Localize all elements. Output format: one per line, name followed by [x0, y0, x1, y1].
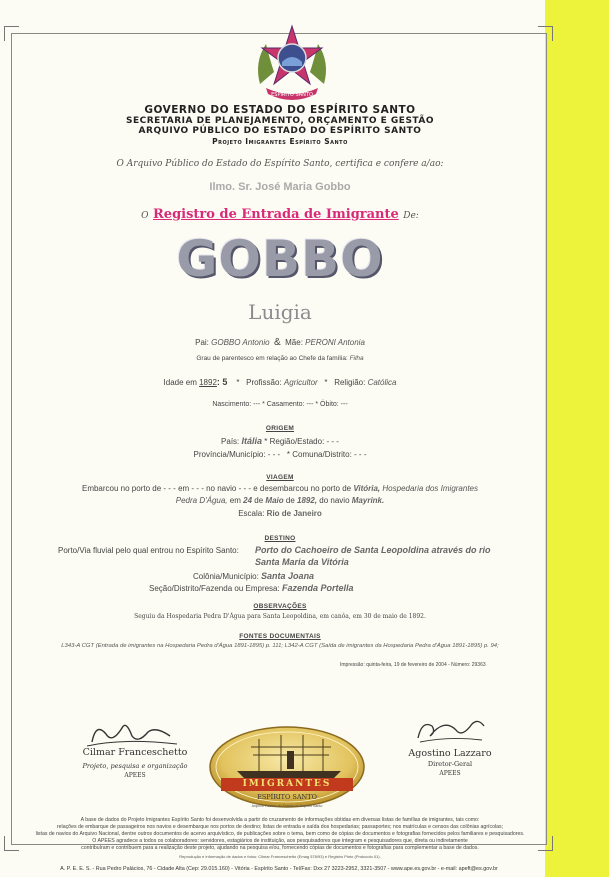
title-registro: Registro de Entrada de Imigrante — [153, 207, 399, 222]
viagem-line-1 — [22, 484, 538, 493]
viagem-text: de — [254, 496, 264, 505]
yellow-edge-strip — [541, 0, 609, 877]
footer-paragraph-4: O APEES agradece a todos os colaboradores: servidores, estagiários de instituição, aos pesquisadores que integram e pesquisadores que, direta ou indiretamente — [92, 838, 468, 844]
origem-province-line — [60, 450, 500, 459]
fontes-text: L343-A CGT (Entrada de imigrantes na Hospedaria Pedra d'Água 1891-1895) p. 111; L342-A CGT (Saída de imigrantes da Hospedaria Pedra d'Água 1891-1895) p. 94; — [61, 643, 499, 649]
signer-right-name: Agostino Lazzaro — [408, 748, 492, 759]
comune-value: - - - — [354, 450, 367, 459]
pedra-value: Pedra D'Água, — [175, 496, 228, 505]
seal-banner-text: ESPÍRITO SANTO — [271, 92, 313, 98]
title-suffix: De: — [403, 211, 419, 221]
mother-label: Mãe: — [285, 338, 303, 347]
signer-right-org: APEES — [439, 770, 461, 777]
viagem-text: e desembarcou no porto de — [253, 484, 352, 493]
colony-line — [193, 571, 314, 581]
religion-value: Católica — [367, 378, 397, 387]
section-value: Fazenda Portella — [281, 583, 354, 593]
header-archive: ARQUIVO PÚBLICO DO ESTADO DO ESPÍRITO SANTO — [138, 126, 422, 136]
viagem-text: no navio — [206, 484, 237, 493]
escala-line — [60, 509, 500, 518]
signer-left-role: Projeto, pesquisa e organização — [82, 762, 188, 770]
immigrant-given-name: Luigia — [248, 300, 312, 324]
viagem-heading: VIAGEM — [266, 474, 294, 481]
arrival-day: 24 — [243, 496, 253, 505]
kinship-label: Grau de parentesco em relação ao Chefe da família: — [196, 355, 348, 362]
footer-paragraph-3: listas de navios do Arquivo Nacional, dentre outros documentos de acervo arquivístico, de publicações sobre o tema, bem como de cópias de documentos e fotografias fornecidos pelos familiares e pesquisadores. — [35, 831, 525, 837]
country-value: Itália — [241, 436, 263, 446]
title-prefix: O — [141, 211, 149, 221]
immigrants-ship-emblem — [207, 725, 367, 811]
emblem-banner: IMIGRANTES — [221, 778, 353, 791]
kinship-line — [60, 355, 500, 362]
comune-label: * Comuna/Distrito: — [286, 450, 352, 459]
viagem-text: do navio — [319, 496, 350, 505]
route-value-line-1: Porto do Cachoeiro de Santa Leopoldina através do rio — [255, 545, 491, 555]
age-year: 1892 — [199, 378, 217, 387]
viagem-text: Embarcou no porto de — [81, 484, 162, 493]
region-value: - - - — [326, 437, 339, 446]
disembark-port-value: Vitória, — [353, 484, 381, 493]
ampersand: & — [274, 337, 281, 348]
emblem-subtitle: ESPÍRITO SANTO — [257, 793, 317, 801]
ship-name: Mayrink. — [351, 496, 385, 505]
observacoes-text: Seguiu da Hospedaria Pedra D'Água para Santa Leopoldina, em canôa, em 30 de maio de 1892. — [134, 613, 426, 620]
corner-ornament — [538, 26, 553, 41]
signature-agostino — [410, 712, 490, 748]
footer-paragraph-5: contribuíram e contribuem para a realização deste projeto, ajudando na pesquisa e/ou, fornecendo cópias de documentos e fotografias para complementar a base de dados. — [81, 845, 479, 851]
parents-line — [60, 337, 500, 348]
origem-country-line — [60, 436, 500, 446]
age-profession-line — [60, 377, 500, 387]
colony-label: Colônia/Município: — [193, 572, 259, 581]
mother-name: PERONI Antonia — [305, 338, 365, 347]
father-name: GOBBO Antonio — [211, 338, 270, 347]
state-coat-of-arms-icon — [252, 22, 332, 106]
certify-text: O Arquivo Público do Estado do Espírito Santo, certifica e confere a/ao: — [116, 159, 444, 169]
section-label: Seção/Distrito/Fazenda ou Empresa: — [149, 584, 280, 593]
footer-paragraph-2: relações de embarque de passageiros nos navios e desembarque nos portos de destino; listas de entrada e saída dos hospedarias; passaportes; nos matrículas e censos das colônias agrícolas; — [56, 824, 504, 830]
signer-right-role: Diretor-Geral — [427, 760, 473, 768]
separator-star: * — [324, 378, 328, 387]
section-line — [149, 583, 354, 593]
route-value-line-2: Santa Maria da Vitória — [255, 557, 349, 567]
separator-star: * — [236, 378, 240, 387]
header-secretariat: SECRETARIA DE PLANEJAMENTO, ORÇAMENTO E GESTÃO — [126, 116, 434, 126]
observacoes-heading: OBSERVAÇÕES — [253, 603, 307, 610]
footer-address: A. P. E. E. S. - Rua Pedro Palácios, 76 - Cidade Alta (Cep: 29.015.160) - Vitória - Espírito Santo - Tel/Fax: Dxx 27 3223-2952, 3321-3507 - www.ape.es.gov.br - e-mail: apeft@es.gov.br — [60, 866, 498, 872]
region-label: * Região/Estado: — [264, 437, 325, 446]
footer-paragraph-1: A base de dados do Projeto Imigrantes Espírito Santo foi desenvolvida a partir do cruzamento de informações obtidas em diversas listas de famílias de imigrantes, tais como: — [80, 817, 480, 823]
province-label: Província/Município: — [193, 450, 266, 459]
viagem-line-2 — [22, 496, 538, 505]
viagem-text: de — [285, 496, 295, 505]
header-project: Projeto Imigrantes Espírito Santo — [212, 137, 348, 146]
hospedaria-value: Hospedaria dos Imigrantes — [382, 484, 478, 493]
religion-label: Religião: — [334, 378, 366, 387]
embark-port-value: - - - — [163, 484, 176, 493]
origem-heading: ORIGEM — [265, 425, 295, 432]
colony-value: Santa Joana — [261, 571, 315, 581]
signer-left-name: Cilmar Franceschetto — [82, 747, 188, 758]
corner-ornament — [538, 836, 553, 851]
corner-ornament — [4, 836, 19, 851]
age-label: Idade em — [163, 378, 197, 387]
escala-label: Escala: — [238, 509, 265, 518]
destino-heading: DESTINO — [264, 535, 296, 542]
escala-value: Rio de Janeiro — [266, 509, 322, 518]
corner-ornament — [4, 26, 19, 41]
viagem-text: em — [178, 484, 190, 493]
father-label: Pai: — [195, 338, 209, 347]
recipient-name: Ilmo. Sr. José Maria Gobbo — [209, 181, 351, 193]
vital-events-line: Nascimento: --- * Casamento: --- * Óbito: --- — [212, 401, 348, 408]
header-government: GOVERNO DO ESTADO DO ESPÍRITO SANTO — [144, 104, 416, 116]
document-title — [60, 205, 500, 223]
embark-ship-value: - - - — [238, 484, 252, 493]
viagem-text: em — [229, 496, 241, 505]
embark-date-value: - - - — [191, 484, 204, 493]
age-value: : 5 — [216, 377, 228, 387]
emblem-caption: Arquivo Público do Estado do Espírito Santo — [251, 804, 323, 808]
profession-label: Profissão: — [246, 378, 282, 387]
kinship-value: Filha — [349, 355, 364, 362]
route-label: Porto/Via fluvial pelo qual entrou no Espírito Santo: — [58, 546, 239, 555]
arrival-year: 1892, — [297, 496, 318, 505]
footer-credit: Reprodução e informação de dados e fotos: Cilmar Franceschetto (Emag 578/93) e Registro Pinto (Protocolo 01). — [179, 854, 381, 859]
country-label: País: — [221, 437, 240, 446]
fontes-heading: FONTES DOCUMENTAIS — [239, 633, 321, 640]
province-value: - - - — [267, 450, 281, 459]
immigrant-surname: GOBBO — [176, 230, 384, 288]
print-info: Impressão: quinta-feira, 19 de fevereiro de 2004 - Número: 29363 — [340, 662, 486, 668]
profession-value: Agricultor — [283, 378, 318, 387]
signer-left-org: APEES — [124, 772, 146, 779]
arrival-month: Maio — [265, 496, 284, 505]
